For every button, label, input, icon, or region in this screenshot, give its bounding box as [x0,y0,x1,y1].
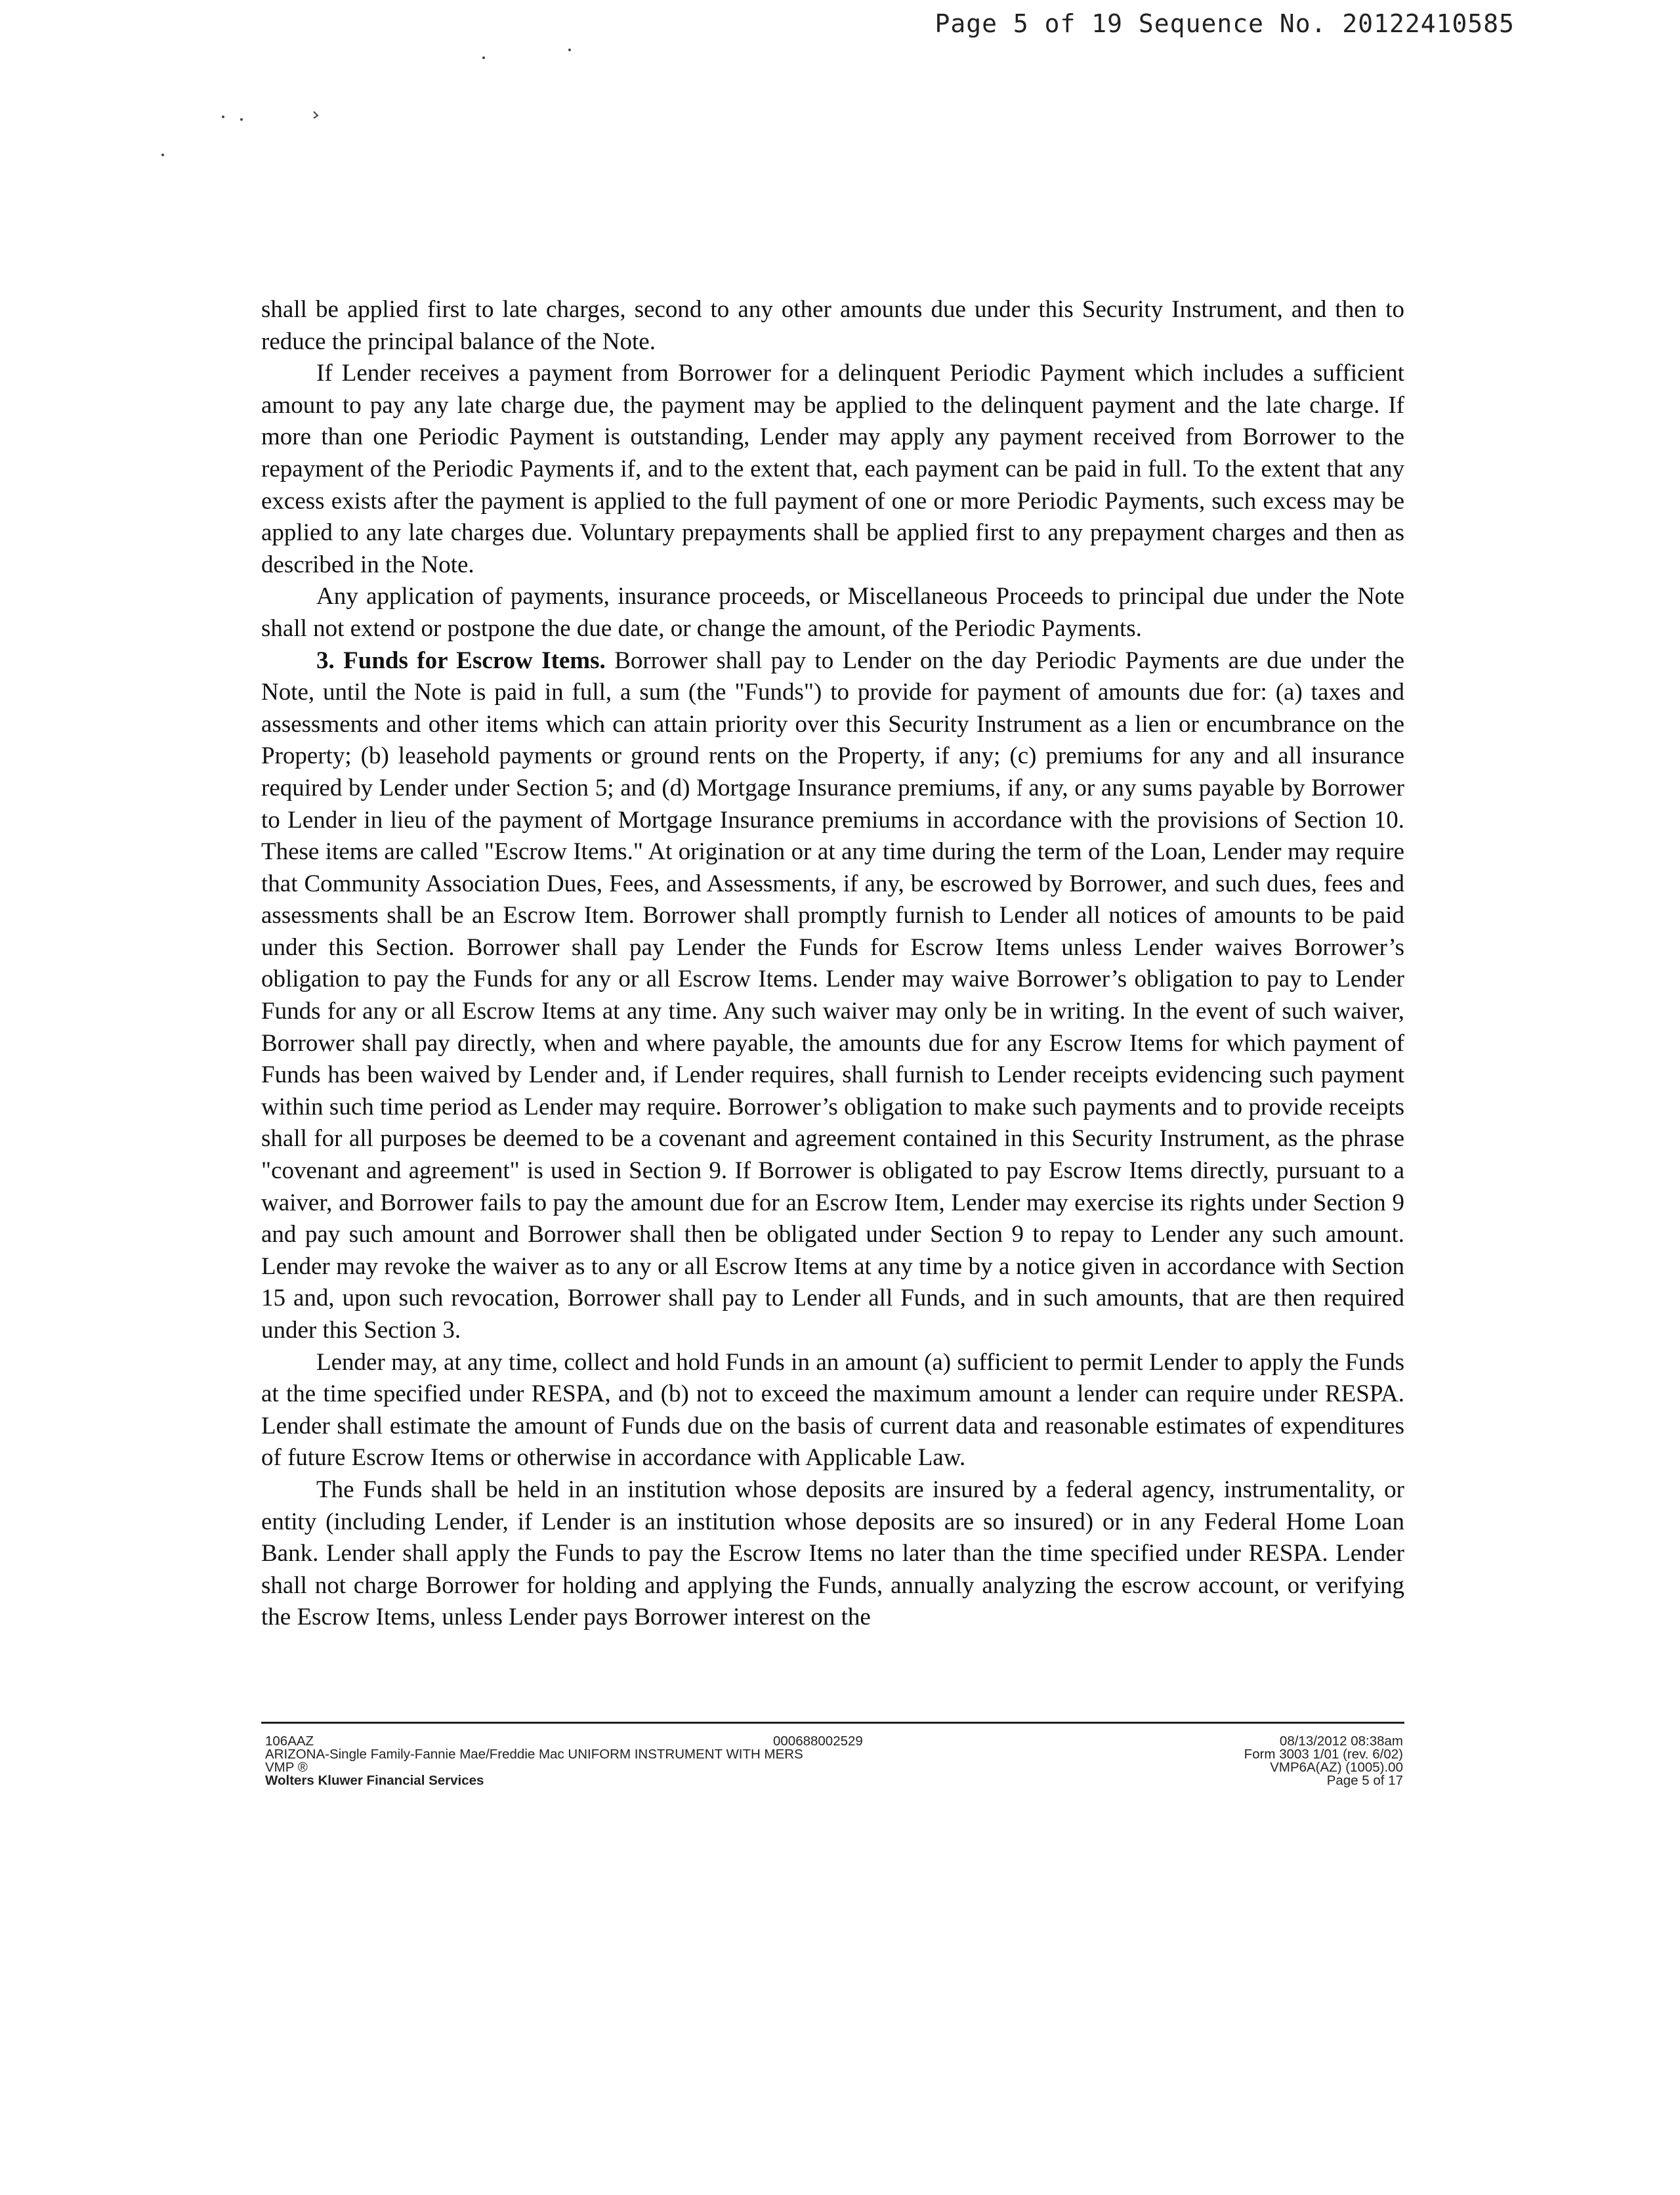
footer-divider [261,1722,1404,1724]
print-datetime: 08/13/2012 08:38am [1279,1734,1403,1749]
paragraph-continuation: shall be applied first to late charges, second to any other amounts due under this Security Instrument, and then to reduce the principal balance of the Note. [261,296,1404,355]
sequence-header: Page 5 of 19 Sequence No. 20122410585 [934,9,1515,38]
vmp-mark: VMP ® [265,1760,308,1775]
footer-page-label: Page 5 of 17 [1326,1773,1403,1788]
paragraph-delinquent-payment: If Lender receives a payment from Borrower for a delinquent Periodic Payment which includes a sufficient amount to pay any late charge due, the payment may be applied to the delinquent payment and the late charge. If more than one Periodic Payment is outstanding, Lender may apply any payment received from Borrower to the repayment of the Periodic Payments if, and to the extent that, each payment can be paid in full. To the extent that any excess exists after the payment is applied to the full payment of one or more Periodic Payments, such excess may be applied to any late charges due. Voluntary prepayments shall be applied first to any prepayment charges and then as described in the Note. [261,360,1404,578]
form-title: ARIZONA-Single Family-Fannie Mae/Freddie Mac UNIFORM INSTRUMENT WITH MERS [265,1747,803,1762]
publisher: Wolters Kluwer Financial Services [265,1773,484,1788]
vmp-code: VMP6A(AZ) (1005).00 [1270,1760,1403,1775]
section-3-text: Borrower shall pay to Lender on the day Periodic Payments are due under the Note, until the Note is paid in full, a sum (the "Funds") to provide for payment of amounts due for: (a) taxes and assessments and other items which can attain priority over this Security Instrument as a lien or encumbrance on the Property; (b) leasehold payments or ground rents on the Property, if any; (c) premiums for any and all insurance required by Lender under Section 5; and (d) Mortgage Insurance premiums, if any, or any sums payable by Borrower to Lender in lieu of the payment of Mortgage Insurance premiums in accordance with the provisions of Section 10. These items are called "Escrow Items." At origination or at any time during the term of the Loan, Lender may require that Community Association Dues, Fees, and Assessments, if any, be escrowed by Borrower, and such dues, fees and assessments shall be an Escrow Item. Borrower shall promptly furnish to Lender all notices of amounts to be paid under this Section. Borrower shall pay Lender the Funds for Escrow Items unless Lender waives Borrower’s obligation to pay the Funds for any or all Escrow Items. Lender may waive Borrower’s obligation to pay to Lender Funds for any or all Escrow Items at any time. Any such waiver may only be in writing. In the event of such waiver, Borrower shall pay directly, when and where payable, the amounts due for any Escrow Items for which payment of Funds has been waived by Lender and, if Lender requires, shall furnish to Lender receipts evidencing such payment within such time period as Lender may require. Borrower’s obligation to make such payments and to provide receipts shall for all purposes be deemed to be a covenant and agreement contained in this Security Instrument, as the phrase "covenant and agreement" is used in Section 9. If Borrower is obligated to pay Escrow Items directly, pursuant to a waiver, and Borrower fails to pay the amount due for an Escrow Item, Lender may exercise its rights under Section 9 and pay such amount and Borrower shall then be obligated under Section 9 to repay to Lender any such amount. Lender may revoke the waiver as to any or all Escrow Items at any time by a notice given in accordance with Section 15 and, upon such revocation, Borrower shall pay to Lender all Funds, and in such amounts, that are then required under this Section 3. [261,647,1404,1344]
paragraph-section-3 [261,645,1404,1347]
loan-number: 000688002529 [773,1734,863,1749]
paragraph-funds-held: The Funds shall be held in an institution whose deposits are insured by a federal agency, instrumentality, or entity (including Lender, if Lender is an institution whose deposits are so insured) or in any Federal Home Loan Bank. Lender shall apply the Funds to pay the Escrow Items no later than the time specified under RESPA. Lender shall not charge Borrower for holding and applying the Funds, annually analyzing the escrow account, or verifying the Escrow Items, unless Lender pays Borrower interest on the [261,1476,1404,1631]
paragraph-collect-funds: Lender may, at any time, collect and hold Funds in an amount (a) sufficient to permit Lender to apply the Funds at the time specified under RESPA, and (b) not to exceed the maximum amount a lender can require under RESPA. Lender shall estimate the amount of Funds due on the basis of current data and reasonable estimates of expenditures of future Escrow Items or otherwise in accordance with Applicable Law. [261,1348,1404,1472]
paragraph-application-of-payments: Any application of payments, insurance proceeds, or Miscellaneous Proceeds to principal due under the Note shall not extend or postpone the due date, or change the amount, of the Periodic Payments. [261,583,1404,642]
section-3-heading: 3. Funds for Escrow Items. [316,647,606,674]
document-body [261,294,1404,1634]
form-code: 106AAZ [265,1734,314,1749]
footer-right [1244,1735,1403,1787]
scan-specks [0,0,1680,197]
form-number: Form 3003 1/01 (rev. 6/02) [1244,1747,1403,1762]
